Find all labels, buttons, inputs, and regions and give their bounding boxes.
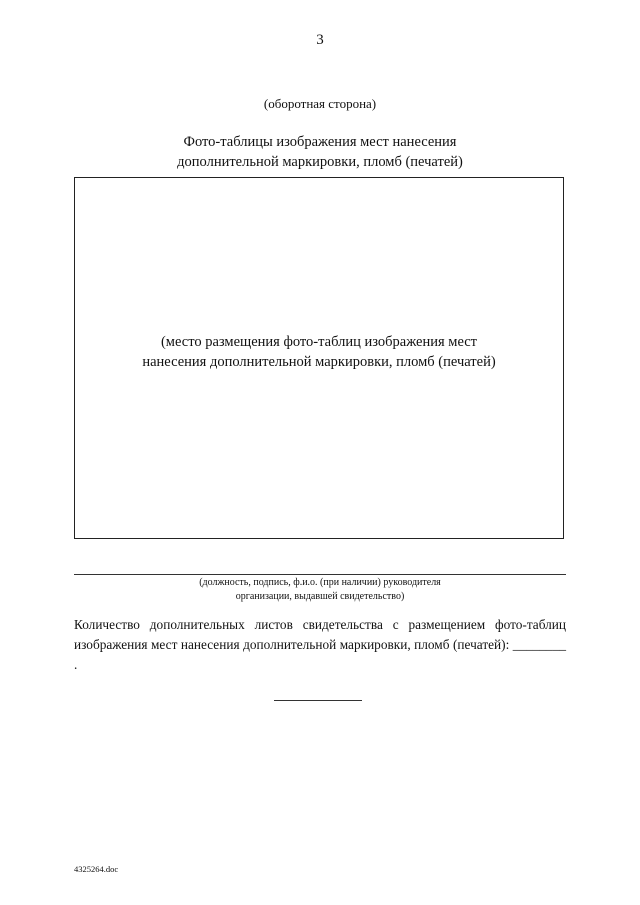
end-divider — [274, 700, 362, 701]
page-number: 3 — [316, 32, 324, 48]
title-line-2: дополнительной маркировки, пломб (печатей) — [177, 154, 463, 170]
document-code: 4325264.doc — [74, 864, 119, 874]
additional-sheets-count-statement: Количество дополнительных листов свидетельства с размещением фото-таблиц изображения мест нанесения дополнительной маркировки, пломб (печатей): ________ . — [74, 617, 566, 672]
reverse-side-label: (оборотная сторона) — [263, 96, 377, 111]
signature-caption — [74, 576, 566, 604]
signature-caption-line-2: организации, выдавшей свидетельство) — [235, 591, 405, 602]
signature-line — [74, 574, 566, 575]
photo-placeholder-line-2: нанесения дополнительной маркировки, пломб (печатей) — [142, 354, 496, 370]
title-line-1: Фото-таблицы изображения мест нанесения — [183, 134, 457, 150]
photo-table-box — [74, 177, 564, 539]
document-title — [0, 132, 640, 172]
photo-placeholder-text — [75, 332, 563, 372]
signature-caption-line-1: (должность, подпись, ф.и.о. (при наличии) руководителя — [199, 577, 441, 588]
photo-placeholder-line-1: (место размещения фото-таблиц изображения мест — [160, 334, 478, 350]
